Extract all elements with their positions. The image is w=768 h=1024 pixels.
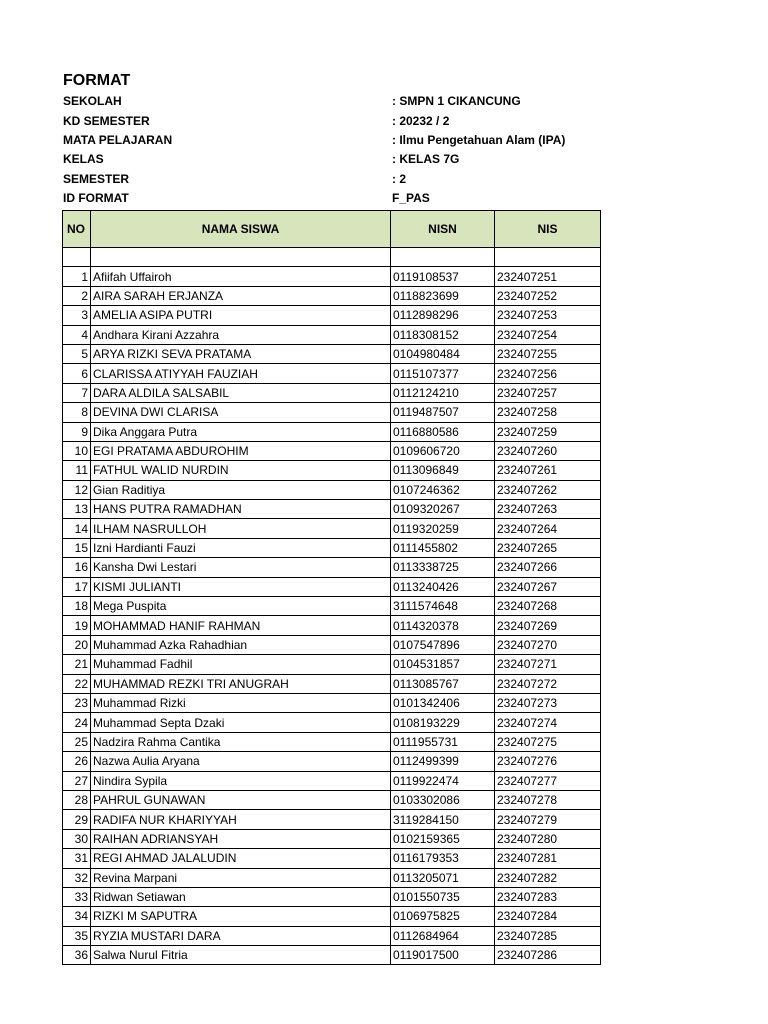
cell-no: 11 (63, 461, 91, 480)
meta-value: : KELAS 7G (392, 152, 460, 166)
cell-nisn: 0119017500 (391, 946, 495, 965)
cell-nis: 232407257 (495, 383, 601, 402)
cell-nama-siswa: Kansha Dwi Lestari (91, 558, 391, 577)
cell-nama-siswa: CLARISSA ATIYYAH FAUZIAH (91, 364, 391, 383)
cell-nis: 232407252 (495, 286, 601, 305)
cell-no: 6 (63, 364, 91, 383)
cell-nama-siswa: DEVINA DWI CLARISA (91, 403, 391, 422)
cell-nisn: 0118823699 (391, 286, 495, 305)
cell-nis: 232407276 (495, 752, 601, 771)
cell-nama-siswa: AIRA SARAH ERJANZA (91, 286, 391, 305)
table-row (63, 364, 601, 383)
cell-no: 2 (63, 286, 91, 305)
cell-nis: 232407274 (495, 713, 601, 732)
cell-nis: 232407251 (495, 267, 601, 286)
cell-nisn: 0112898296 (391, 306, 495, 325)
table-row (63, 810, 601, 829)
column-header-no: NO (63, 211, 91, 248)
cell-nisn: 3119284150 (391, 810, 495, 829)
cell-nisn: 3111574648 (391, 597, 495, 616)
cell-nisn: 0104531857 (391, 655, 495, 674)
cell-nisn: 0106975825 (391, 907, 495, 926)
table-row (63, 344, 601, 363)
column-header-nama-siswa: NAMA SISWA (91, 211, 391, 248)
table-row (63, 635, 601, 654)
table-row (63, 461, 601, 480)
meta-value: : Ilmu Pengetahuan Alam (IPA) (392, 133, 566, 147)
table-row (63, 519, 601, 538)
meta-row-id-format (63, 189, 603, 208)
cell-nis: 232407280 (495, 829, 601, 848)
cell-nama-siswa: RAIHAN ADRIANSYAH (91, 829, 391, 848)
table-row (63, 868, 601, 887)
meta-row-kelas (63, 150, 603, 169)
cell-no: 30 (63, 829, 91, 848)
cell-nisn: 0116880586 (391, 422, 495, 441)
meta-row-mata-pelajaran (63, 131, 603, 150)
cell-nisn: 0114320378 (391, 616, 495, 635)
table-header-row (63, 211, 601, 248)
cell-no: 20 (63, 635, 91, 654)
student-table (62, 210, 601, 965)
table-row (63, 325, 601, 344)
cell-nis: 232407284 (495, 907, 601, 926)
cell-nisn: 0111955731 (391, 732, 495, 751)
table-row (63, 403, 601, 422)
table-row (63, 267, 601, 286)
cell-nisn: 0108193229 (391, 713, 495, 732)
cell-nis: 232407275 (495, 732, 601, 751)
meta-label: MATA PELAJARAN (63, 133, 173, 147)
cell-nama-siswa: RIZKI M SAPUTRA (91, 907, 391, 926)
cell-nama-siswa: KISMI JULIANTI (91, 577, 391, 596)
meta-value: : 20232 / 2 (392, 114, 450, 128)
cell-nama-siswa: Muhammad Rizki (91, 693, 391, 712)
cell-nis: 232407273 (495, 693, 601, 712)
cell-nisn: 0112499399 (391, 752, 495, 771)
cell-nama-siswa: DARA ALDILA SALSABIL (91, 383, 391, 402)
cell-nama-siswa: RYZIA MUSTARI DARA (91, 926, 391, 945)
cell-no: 18 (63, 597, 91, 616)
cell-nis: 232407282 (495, 868, 601, 887)
meta-value: : SMPN 1 CIKANCUNG (392, 94, 521, 108)
cell-nama-siswa: RADIFA NUR KHARIYYAH (91, 810, 391, 829)
cell-nis: 232407283 (495, 887, 601, 906)
cell-nisn: 0113240426 (391, 577, 495, 596)
cell-nama-siswa: PAHRUL GUNAWAN (91, 790, 391, 809)
cell-nama-siswa: Muhammad Azka Rahadhian (91, 635, 391, 654)
cell-nisn: 0107246362 (391, 480, 495, 499)
cell-nis: 232407265 (495, 538, 601, 557)
cell-no: 5 (63, 344, 91, 363)
cell-nama-siswa: Revina Marpani (91, 868, 391, 887)
cell-no: 8 (63, 403, 91, 422)
cell-no: 35 (63, 926, 91, 945)
cell-nis: 232407261 (495, 461, 601, 480)
document-title: FORMAT (63, 72, 131, 89)
cell-nama-siswa: Nazwa Aulia Aryana (91, 752, 391, 771)
table-row (63, 538, 601, 557)
meta-label: KELAS (63, 152, 104, 166)
table-row (63, 441, 601, 460)
cell-nama-siswa: Dika Anggara Putra (91, 422, 391, 441)
table-row (63, 946, 601, 965)
cell-no: 17 (63, 577, 91, 596)
cell-nis: 232407269 (495, 616, 601, 635)
table-body (63, 248, 601, 965)
cell-nama-siswa: Izni Hardianti Fauzi (91, 538, 391, 557)
cell-nisn: 0112124210 (391, 383, 495, 402)
cell-nama-siswa: MUHAMMAD REZKI TRI ANUGRAH (91, 674, 391, 693)
cell-no: 36 (63, 946, 91, 965)
cell-nisn: 0118308152 (391, 325, 495, 344)
cell-nis: 232407271 (495, 655, 601, 674)
cell-nis: 232407272 (495, 674, 601, 693)
cell-nis: 232407258 (495, 403, 601, 422)
cell-nis: 232407260 (495, 441, 601, 460)
cell-no: 24 (63, 713, 91, 732)
cell-nama-siswa: Gian Raditiya (91, 480, 391, 499)
meta-label: SEKOLAH (63, 94, 122, 108)
cell-nisn: 0103302086 (391, 790, 495, 809)
cell-nis: 232407255 (495, 344, 601, 363)
cell-no: 33 (63, 887, 91, 906)
cell-nisn: 0111455802 (391, 538, 495, 557)
table-row (63, 790, 601, 809)
table-row (63, 674, 601, 693)
table-row (63, 616, 601, 635)
table-row (63, 383, 601, 402)
cell-no: 25 (63, 732, 91, 751)
cell-nis: 232407253 (495, 306, 601, 325)
table-row (63, 926, 601, 945)
cell-nisn: 0115107377 (391, 364, 495, 383)
meta-value: : 2 (392, 172, 407, 186)
cell-nisn: 0113205071 (391, 868, 495, 887)
cell-no: 16 (63, 558, 91, 577)
table-row (63, 558, 601, 577)
meta-row-kd-semester (63, 112, 603, 131)
table-row (63, 480, 601, 499)
cell-nisn: 0112684964 (391, 926, 495, 945)
meta-label: KD SEMESTER (63, 114, 150, 128)
cell-no: 7 (63, 383, 91, 402)
cell-nisn: 0113096849 (391, 461, 495, 480)
cell-nis: 232407270 (495, 635, 601, 654)
cell-no: 34 (63, 907, 91, 926)
table-row (63, 752, 601, 771)
table-row (63, 597, 601, 616)
cell-no: 28 (63, 790, 91, 809)
cell-no: 9 (63, 422, 91, 441)
cell-no: 27 (63, 771, 91, 790)
meta-row-sekolah (63, 92, 603, 111)
table-row (63, 887, 601, 906)
cell-nisn: 0119487507 (391, 403, 495, 422)
cell-nama-siswa: Andhara Kirani Azzahra (91, 325, 391, 344)
cell-nama-siswa: Muhammad Septa Dzaki (91, 713, 391, 732)
cell-no: 3 (63, 306, 91, 325)
cell-no: 23 (63, 693, 91, 712)
cell-nis: 232407256 (495, 364, 601, 383)
meta-value: F_PAS (392, 191, 430, 205)
cell-nama-siswa: AMELIA ASIPA PUTRI (91, 306, 391, 325)
cell-nama-siswa: Afiifah Uffairoh (91, 267, 391, 286)
cell-no: 31 (63, 849, 91, 868)
cell-nis: 232407262 (495, 480, 601, 499)
cell-nisn: 0119108537 (391, 267, 495, 286)
meta-label: SEMESTER (63, 172, 130, 186)
meta-row-semester (63, 170, 603, 189)
cell-no: 26 (63, 752, 91, 771)
cell-nis: 232407264 (495, 519, 601, 538)
cell-no: 14 (63, 519, 91, 538)
cell-no: 10 (63, 441, 91, 460)
cell-nis: 232407277 (495, 771, 601, 790)
table-row (63, 771, 601, 790)
cell-nisn: 0101342406 (391, 693, 495, 712)
cell-nis: 232407263 (495, 500, 601, 519)
cell-nis: 232407281 (495, 849, 601, 868)
cell-no: 1 (63, 267, 91, 286)
table-row (63, 422, 601, 441)
cell-nisn: 0104980484 (391, 344, 495, 363)
cell-nisn: 0116179353 (391, 849, 495, 868)
cell-nis: 232407266 (495, 558, 601, 577)
cell-nis: 232407267 (495, 577, 601, 596)
cell-nama-siswa: Mega Puspita (91, 597, 391, 616)
table-row (63, 829, 601, 848)
cell-nis: 232407286 (495, 946, 601, 965)
cell-nisn: 0113085767 (391, 674, 495, 693)
meta-label: ID FORMAT (63, 191, 129, 205)
cell-nama-siswa: HANS PUTRA RAMADHAN (91, 500, 391, 519)
cell-no: 19 (63, 616, 91, 635)
cell-nama-siswa: ILHAM NASRULLOH (91, 519, 391, 538)
cell-no: 32 (63, 868, 91, 887)
cell-nisn: 0109606720 (391, 441, 495, 460)
table-row (63, 849, 601, 868)
spacer-row (63, 248, 601, 267)
cell-nisn: 0102159365 (391, 829, 495, 848)
cell-nisn: 0107547896 (391, 635, 495, 654)
table-row (63, 577, 601, 596)
cell-no: 29 (63, 810, 91, 829)
table-row (63, 286, 601, 305)
table-row (63, 713, 601, 732)
cell-no: 21 (63, 655, 91, 674)
cell-nama-siswa: MOHAMMAD HANIF RAHMAN (91, 616, 391, 635)
cell-nisn: 0119922474 (391, 771, 495, 790)
table-row (63, 306, 601, 325)
column-header-nis: NIS (495, 211, 601, 248)
cell-nama-siswa: REGI AHMAD JALALUDIN (91, 849, 391, 868)
cell-nisn: 0101550735 (391, 887, 495, 906)
cell-nis: 232407285 (495, 926, 601, 945)
cell-nama-siswa: Muhammad Fadhil (91, 655, 391, 674)
table-row (63, 693, 601, 712)
cell-nama-siswa: FATHUL WALID NURDIN (91, 461, 391, 480)
cell-nisn: 0119320259 (391, 519, 495, 538)
cell-nis: 232407278 (495, 790, 601, 809)
cell-nama-siswa: ARYA RIZKI SEVA PRATAMA (91, 344, 391, 363)
cell-nis: 232407254 (495, 325, 601, 344)
table-row (63, 907, 601, 926)
cell-nis: 232407259 (495, 422, 601, 441)
cell-nisn: 0109320267 (391, 500, 495, 519)
cell-no: 12 (63, 480, 91, 499)
cell-no: 4 (63, 325, 91, 344)
cell-nis: 232407268 (495, 597, 601, 616)
cell-no: 13 (63, 500, 91, 519)
table-row (63, 732, 601, 751)
cell-nama-siswa: Ridwan Setiawan (91, 887, 391, 906)
cell-nama-siswa: EGI PRATAMA ABDUROHIM (91, 441, 391, 460)
table-row (63, 500, 601, 519)
cell-no: 22 (63, 674, 91, 693)
cell-nis: 232407279 (495, 810, 601, 829)
table-row (63, 655, 601, 674)
column-header-nisn: NISN (391, 211, 495, 248)
cell-no: 15 (63, 538, 91, 557)
cell-nisn: 0113338725 (391, 558, 495, 577)
cell-nama-siswa: Nindira Sypila (91, 771, 391, 790)
cell-nama-siswa: Salwa Nurul Fitria (91, 946, 391, 965)
cell-nama-siswa: Nadzira Rahma Cantika (91, 732, 391, 751)
